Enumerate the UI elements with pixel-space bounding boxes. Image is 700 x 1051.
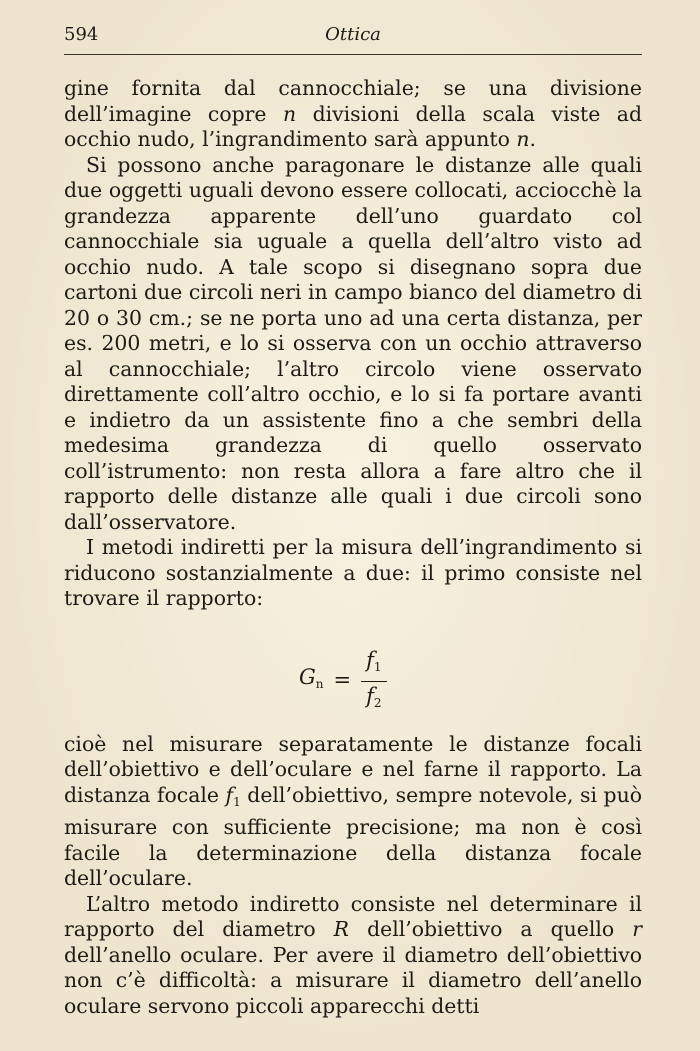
body-text <box>64 76 642 1019</box>
formula-lhs: $G_n$ <box>299 664 324 691</box>
variable-n: n <box>282 101 297 126</box>
variable-R: R <box>333 917 350 941</box>
page-header <box>64 22 642 48</box>
paragraph-4: cioè nel misurare separatamente le distanze focali dell’obiettivo e dell’oculare e nel farne il rapporto. La distanza focale f1 dell’obiettivo, sempre notevole, si può misurare con sufficiente precisione; ma non è così facile la determinazione della distanza focale dell’oculare. <box>64 731 642 890</box>
magnification-formula <box>299 648 387 715</box>
formula-fraction <box>361 648 386 715</box>
paragraph-3: I metodi indiretti per la misura dell’ingrandimento si riducono sostanzialmente a due: il primo consiste nel trovare il rapporto: <box>64 535 642 610</box>
paragraph-5: L’altro metodo indiretto consiste nel determinare il rapporto del diametro R dell’obiettivo a quello r dell’anello oculare. Per avere il diametro dell’obiettivo non c’è difficoltà: a misurare il diametro dell’anello oculare servono piccoli apparecchi detti <box>64 891 642 1018</box>
paragraph-1: gine fornita dal cannocchiale; se una divisione dell’imagine copre n divisioni della scala viste ad occhio nudo, l’ingrandimento sarà appunto n. <box>64 76 643 151</box>
page-number: 594 <box>64 24 99 45</box>
variable-f1: f1 <box>225 782 241 809</box>
formula-denominator: $f_2$ <box>366 683 382 710</box>
formula-numerator: $f_1$ <box>366 647 382 674</box>
fraction-bar <box>361 681 386 682</box>
variable-r: r <box>632 917 642 941</box>
paragraph-2: Si possono anche paragonare le distanze alle quali due oggetti uguali devono essere collocati, acciocchè la grandezza apparente dell’uno guardato col cannocchiale sia uguale a quella dell’altro visto ad occhio nudo. A tale scopo si disegnano sopra due cartoni due circoli neri in campo bianco del diametro di 20 o 30 cm.; se ne porta uno ad una certa distanza, per es. 200 metri, e lo si osserva con un occhio attraverso al cannocchiale; l’altro circolo viene osservato direttamente coll’altro occhio, e lo si fa portare avanti e indietro da un assistente fino a che sembri della medesima grandezza di quello osservato coll’istrumento: non resta allora a fare altro che il rapporto delle distanze alle quali i due circoli sono dall’osservatore. <box>64 152 642 534</box>
running-title: Ottica <box>325 24 381 45</box>
variable-n: n <box>516 127 530 151</box>
formula-equals: = <box>333 668 352 693</box>
formula-block <box>64 626 642 730</box>
header-rule <box>64 54 642 55</box>
